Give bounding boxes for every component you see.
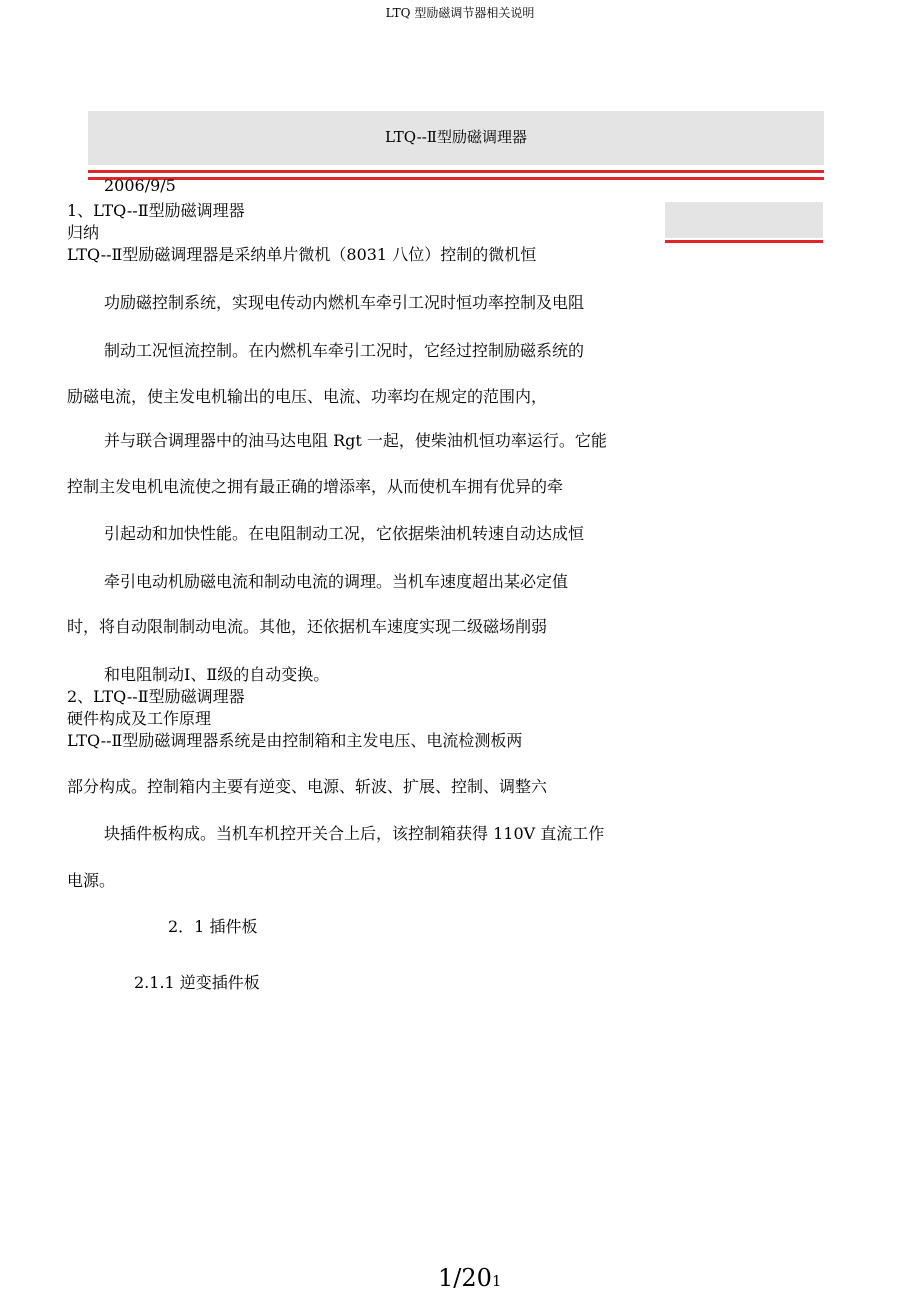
- section1-line: LTQ--Ⅱ型励磁调理器是采纳单片微机（8031 八位）控制的微机恒: [67, 245, 537, 264]
- title-banner: [88, 111, 824, 165]
- section2-line: 电源。: [67, 871, 116, 890]
- section2-heading: 2、LTQ--Ⅱ型励磁调理器: [67, 687, 245, 706]
- page-number: [438, 1264, 501, 1292]
- section1-subheading: 归纳: [67, 223, 100, 242]
- section1-line: 功励磁控制系统，实现电传动内燃机车牵引工况时恒功率控制及电阻: [104, 293, 585, 312]
- section1-line: 制动工况恒流控制。在内燃机车牵引工况时，它经过控制励磁系统的: [104, 341, 585, 360]
- section1-line: 励磁电流，使主发电机输出的电压、电流、功率均在规定的范围内，: [67, 387, 548, 406]
- section2-line: 块插件板构成。当机车机控开关合上后，该控制箱获得 110V 直流工作: [104, 824, 605, 843]
- section1-heading: 1、LTQ--Ⅱ型励磁调理器: [67, 201, 245, 220]
- section1-line: 和电阻制动Ⅰ、Ⅱ级的自动变换。: [104, 665, 330, 684]
- section2-subheading: 硬件构成及工作原理: [67, 709, 212, 728]
- section2-line: 部分构成。控制箱内主要有逆变、电源、斩波、扩展、控制、调整六: [67, 777, 548, 796]
- page-number-suffix: 1: [491, 1272, 502, 1290]
- banner-red-line-1: [88, 170, 824, 173]
- section2-line: LTQ--Ⅱ型励磁调理器系统是由控制箱和主发电压、电流检测板两: [67, 731, 523, 750]
- document-header-title: LTQ 型励磁调节器相关说明: [385, 6, 535, 20]
- page-number-main: 1/20: [438, 1264, 492, 1292]
- banner-title: LTQ--Ⅱ型励磁调理器: [385, 128, 527, 146]
- subsection-2-1-1: 2.1.1 逆变插件板: [134, 973, 260, 992]
- subsection-2-1: 2．1 插件板: [168, 917, 258, 936]
- section1-line: 时，将自动限制制动电流。其他，还依据机车速度实现二级磁场削弱: [67, 617, 548, 636]
- document-date: 2006/9/5: [104, 176, 176, 195]
- banner-red-line-2: [88, 177, 824, 180]
- section1-line: 牵引电动机励磁电流和制动电流的调理。当机车速度超出某必定值: [104, 572, 569, 591]
- section1-line: 控制主发电机电流使之拥有最正确的增添率，从而使机车拥有优异的牵: [67, 477, 564, 496]
- side-red-line: [665, 240, 823, 243]
- side-gray-box: [665, 202, 823, 238]
- section1-line: 并与联合调理器中的油马达电阻 Rgt 一起，使柴油机恒功率运行。它能: [104, 431, 607, 450]
- section1-line: 引起动和加快性能。在电阻制动工况，它依据柴油机转速自动达成恒: [104, 524, 585, 543]
